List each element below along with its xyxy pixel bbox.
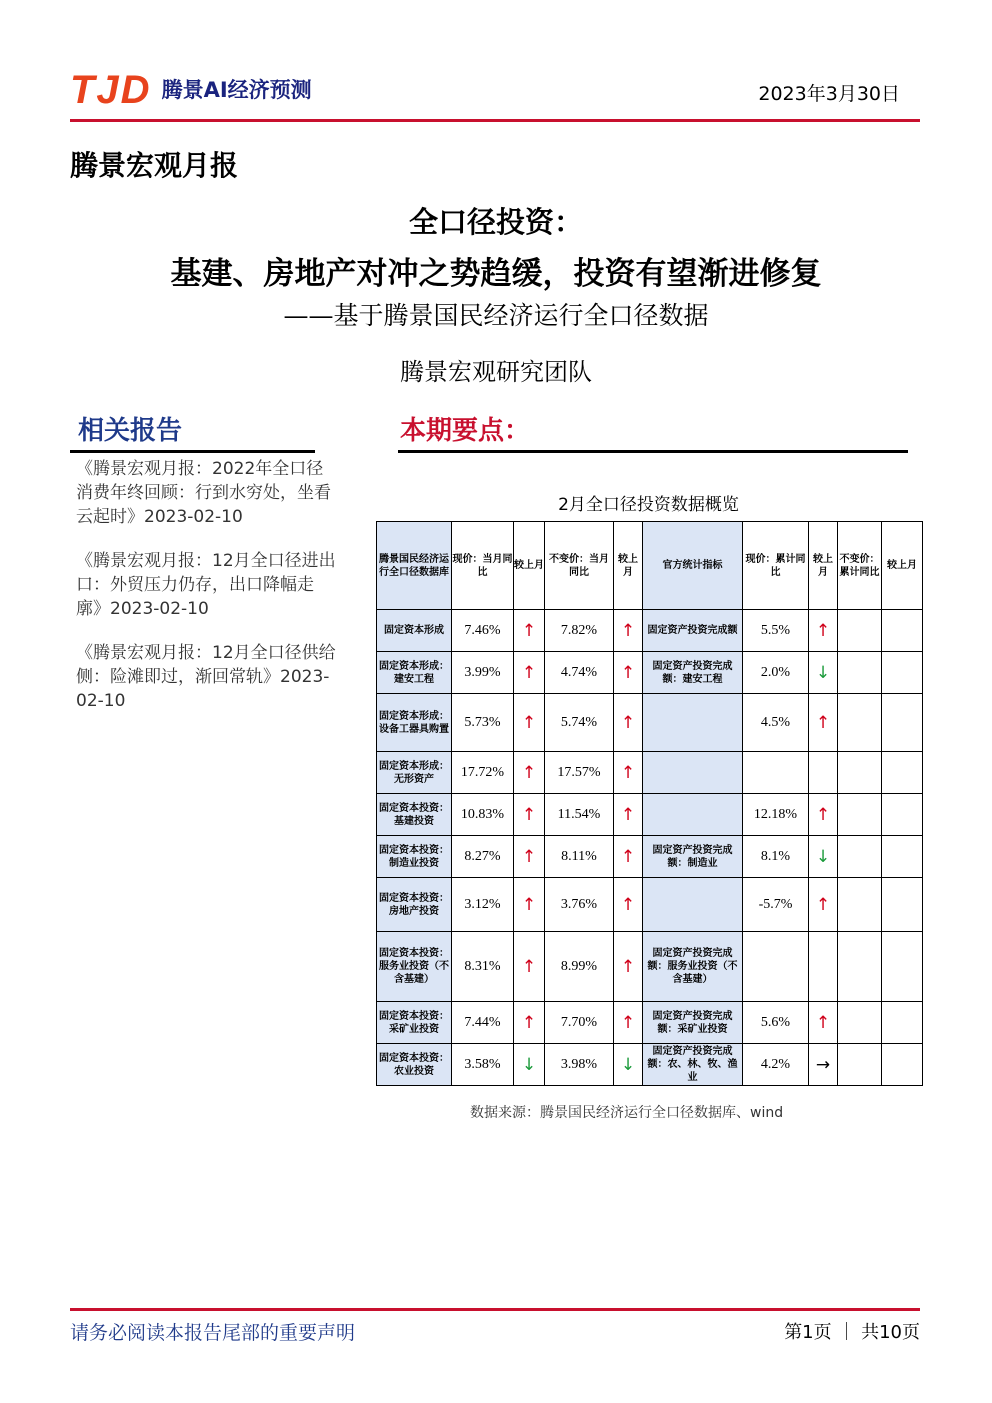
value-cell: 11.54% xyxy=(545,794,614,836)
trend-cell xyxy=(514,1002,545,1044)
arrow-up-icon: ↑ xyxy=(521,956,537,977)
arrow-down-icon: ↓ xyxy=(815,846,831,867)
related-report-link[interactable]: 《腾景宏观月报：12月全口径进出口：外贸压力仍存，出口降幅走廓》2023-02-10 xyxy=(76,551,336,619)
value-cell: 7.46% xyxy=(452,610,514,652)
key-points-heading: 本期要点： xyxy=(400,416,531,446)
trend-cell xyxy=(614,1002,643,1044)
key-points-divider xyxy=(398,450,908,453)
arrow-up-icon: ↑ xyxy=(620,846,636,867)
value-cell xyxy=(743,752,809,794)
table-row xyxy=(377,752,923,794)
row-label-cell: 固定资本形成：设备工器具购置 xyxy=(377,694,452,752)
value-cell xyxy=(838,1044,882,1086)
arrow-up-icon: ↑ xyxy=(620,620,636,641)
arrow-right-icon: → xyxy=(815,1054,831,1075)
trend-cell xyxy=(514,752,545,794)
trend-cell xyxy=(614,694,643,752)
row-label-cell: 固定资本形成 xyxy=(377,610,452,652)
value-cell: 3.99% xyxy=(452,652,514,694)
trend-cell xyxy=(809,932,838,1002)
table-header-cell: 较上月 xyxy=(514,522,545,610)
value-cell: 3.98% xyxy=(545,1044,614,1086)
value-cell: 7.70% xyxy=(545,1002,614,1044)
row-label-cell: 固定资本投资：基建投资 xyxy=(377,794,452,836)
value-cell xyxy=(838,1002,882,1044)
value-cell: 3.12% xyxy=(452,878,514,932)
value-cell: 8.11% xyxy=(545,836,614,878)
trend-cell xyxy=(809,1044,838,1086)
trend-cell xyxy=(809,694,838,752)
arrow-up-icon: ↑ xyxy=(620,804,636,825)
arrow-up-icon: ↑ xyxy=(620,894,636,915)
trend-cell xyxy=(614,610,643,652)
row-label-cell: 固定资本投资：房地产投资 xyxy=(377,878,452,932)
trend-cell xyxy=(614,794,643,836)
value-cell xyxy=(838,610,882,652)
arrow-down-icon: ↓ xyxy=(521,1054,537,1075)
arrow-up-icon: ↑ xyxy=(521,846,537,867)
trend-cell xyxy=(614,932,643,1002)
arrow-down-icon: ↓ xyxy=(815,662,831,683)
row-label-cell: 固定资本投资：采矿业投资 xyxy=(377,1002,452,1044)
arrow-up-icon: ↑ xyxy=(521,1012,537,1033)
related-reports-list xyxy=(76,457,336,733)
value-cell: 17.72% xyxy=(452,752,514,794)
value-cell xyxy=(838,878,882,932)
official-indicator-cell: 固定资产投资完成额：服务业投资（不含基建） xyxy=(643,932,743,1002)
value-cell: 3.58% xyxy=(452,1044,514,1086)
footer-divider xyxy=(70,1308,920,1311)
trend-cell xyxy=(514,652,545,694)
page-number: 第1页 ｜ 共10页 xyxy=(784,1322,920,1343)
table-title: 2月全口径投资数据概览 xyxy=(558,495,739,515)
table-header-cell: 较上月 xyxy=(809,522,838,610)
trend-cell xyxy=(809,652,838,694)
investment-overview-table xyxy=(376,521,923,1086)
row-label-cell: 固定资本形成：无形资产 xyxy=(377,752,452,794)
value-cell: 4.74% xyxy=(545,652,614,694)
table-header-cell: 官方统计指标 xyxy=(643,522,743,610)
official-indicator-cell: 固定资产投资完成额：建安工程 xyxy=(643,652,743,694)
related-report-link[interactable]: 《腾景宏观月报：2022年全口径消费年终回顾：行到水穷处，坐看云起时》2023-02-10 xyxy=(76,459,331,527)
value-cell: 10.83% xyxy=(452,794,514,836)
table-header-cell: 现价：累计同比 xyxy=(743,522,809,610)
title-line-2: 基建、房地产对冲之势趋缓，投资有望渐进修复 xyxy=(170,256,822,292)
trend-cell xyxy=(514,932,545,1002)
table-row xyxy=(377,610,923,652)
arrow-up-icon: ↑ xyxy=(815,1012,831,1033)
table-header-cell: 不变价：当月同比 xyxy=(545,522,614,610)
related-divider xyxy=(70,450,315,453)
official-indicator-cell: 固定资产投资完成额 xyxy=(643,610,743,652)
table-row xyxy=(377,652,923,694)
table-row xyxy=(377,932,923,1002)
trend-cell xyxy=(809,752,838,794)
trend-cell xyxy=(514,836,545,878)
trend-cell xyxy=(809,794,838,836)
arrow-up-icon: ↑ xyxy=(620,956,636,977)
table-row xyxy=(377,836,923,878)
report-series-name: 腾景宏观月报 xyxy=(70,149,239,182)
trend-cell xyxy=(882,1044,923,1086)
arrow-down-icon: ↓ xyxy=(620,1054,636,1075)
trend-cell xyxy=(614,652,643,694)
trend-cell xyxy=(809,610,838,652)
data-source: 数据来源：腾景国民经济运行全口径数据库、wind xyxy=(470,1105,784,1121)
arrow-up-icon: ↑ xyxy=(521,662,537,683)
value-cell: 7.44% xyxy=(452,1002,514,1044)
value-cell: -5.7% xyxy=(743,878,809,932)
official-indicator-cell xyxy=(643,752,743,794)
table-row xyxy=(377,694,923,752)
value-cell xyxy=(838,694,882,752)
value-cell: 17.57% xyxy=(545,752,614,794)
trend-cell xyxy=(809,878,838,932)
row-label-cell: 固定资本投资：服务业投资（不含基建） xyxy=(377,932,452,1002)
logo-mark: TJD xyxy=(70,68,152,112)
trend-cell xyxy=(882,652,923,694)
value-cell: 5.6% xyxy=(743,1002,809,1044)
official-indicator-cell: 固定资产投资完成额：采矿业投资 xyxy=(643,1002,743,1044)
table-row xyxy=(377,1044,923,1086)
value-cell: 8.99% xyxy=(545,932,614,1002)
arrow-up-icon: ↑ xyxy=(620,662,636,683)
value-cell: 8.31% xyxy=(452,932,514,1002)
trend-cell xyxy=(882,752,923,794)
related-report-link[interactable]: 《腾景宏观月报：12月全口径供给侧：险滩即过，渐回常轨》2023-02-10 xyxy=(76,643,336,711)
value-cell xyxy=(838,652,882,694)
trend-cell xyxy=(882,694,923,752)
table-header-cell: 较上月 xyxy=(882,522,923,610)
table-body xyxy=(377,522,923,1086)
trend-cell xyxy=(882,610,923,652)
logo xyxy=(70,70,312,110)
trend-cell xyxy=(614,1044,643,1086)
arrow-up-icon: ↑ xyxy=(620,1012,636,1033)
row-label-cell: 固定资本投资：制造业投资 xyxy=(377,836,452,878)
value-cell xyxy=(743,932,809,1002)
table-row xyxy=(377,1002,923,1044)
arrow-up-icon: ↑ xyxy=(815,712,831,733)
table-header-cell: 不变价：累计同比 xyxy=(838,522,882,610)
value-cell xyxy=(838,752,882,794)
official-indicator-cell xyxy=(643,878,743,932)
trend-cell xyxy=(514,794,545,836)
value-cell: 4.5% xyxy=(743,694,809,752)
trend-cell xyxy=(514,610,545,652)
table-header-cell: 现价：当月同比 xyxy=(452,522,514,610)
official-indicator-cell xyxy=(643,794,743,836)
trend-cell xyxy=(882,878,923,932)
trend-cell xyxy=(882,932,923,1002)
row-label-cell: 固定资本形成：建安工程 xyxy=(377,652,452,694)
author-team: 腾景宏观研究团队 xyxy=(400,358,592,386)
arrow-up-icon: ↑ xyxy=(620,762,636,783)
trend-cell xyxy=(882,794,923,836)
official-indicator-cell: 固定资产投资完成额：制造业 xyxy=(643,836,743,878)
trend-cell xyxy=(614,836,643,878)
value-cell: 12.18% xyxy=(743,794,809,836)
report-date: 2023年3月30日 xyxy=(758,83,900,105)
trend-cell xyxy=(514,694,545,752)
value-cell: 8.1% xyxy=(743,836,809,878)
value-cell: 5.73% xyxy=(452,694,514,752)
value-cell xyxy=(838,794,882,836)
value-cell xyxy=(838,932,882,1002)
logo-text: 腾景AI经济预测 xyxy=(161,78,312,102)
trend-cell xyxy=(809,836,838,878)
arrow-up-icon: ↑ xyxy=(620,712,636,733)
arrow-up-icon: ↑ xyxy=(815,894,831,915)
related-reports-heading: 相关报告 xyxy=(78,416,183,446)
value-cell: 4.2% xyxy=(743,1044,809,1086)
value-cell: 2.0% xyxy=(743,652,809,694)
trend-cell xyxy=(882,836,923,878)
arrow-up-icon: ↑ xyxy=(521,620,537,641)
official-indicator-cell: 固定资产投资完成额：农、林、牧、渔业 xyxy=(643,1044,743,1086)
value-cell xyxy=(838,836,882,878)
value-cell: 7.82% xyxy=(545,610,614,652)
official-indicator-cell xyxy=(643,694,743,752)
title-line-1: 全口径投资： xyxy=(408,205,583,239)
arrow-up-icon: ↑ xyxy=(521,804,537,825)
table-header-row xyxy=(377,522,923,610)
value-cell: 5.74% xyxy=(545,694,614,752)
trend-cell xyxy=(514,878,545,932)
value-cell: 3.76% xyxy=(545,878,614,932)
row-label-cell: 固定资本投资：农业投资 xyxy=(377,1044,452,1086)
arrow-up-icon: ↑ xyxy=(521,712,537,733)
value-cell: 8.27% xyxy=(452,836,514,878)
arrow-up-icon: ↑ xyxy=(815,620,831,641)
trend-cell xyxy=(809,1002,838,1044)
table-row xyxy=(377,878,923,932)
arrow-up-icon: ↑ xyxy=(521,762,537,783)
disclaimer-note: 请务必阅读本报告尾部的重要声明 xyxy=(70,1322,356,1344)
trend-cell xyxy=(614,878,643,932)
arrow-up-icon: ↑ xyxy=(815,804,831,825)
table-header-cell: 较上月 xyxy=(614,522,643,610)
value-cell: 5.5% xyxy=(743,610,809,652)
arrow-up-icon: ↑ xyxy=(521,894,537,915)
trend-cell xyxy=(882,1002,923,1044)
trend-cell xyxy=(614,752,643,794)
trend-cell xyxy=(514,1044,545,1086)
header-divider xyxy=(70,119,920,122)
subtitle: ——基于腾景国民经济运行全口径数据 xyxy=(283,301,709,330)
table-header-cell: 腾景国民经济运行全口径数据库 xyxy=(377,522,452,610)
table-row xyxy=(377,794,923,836)
